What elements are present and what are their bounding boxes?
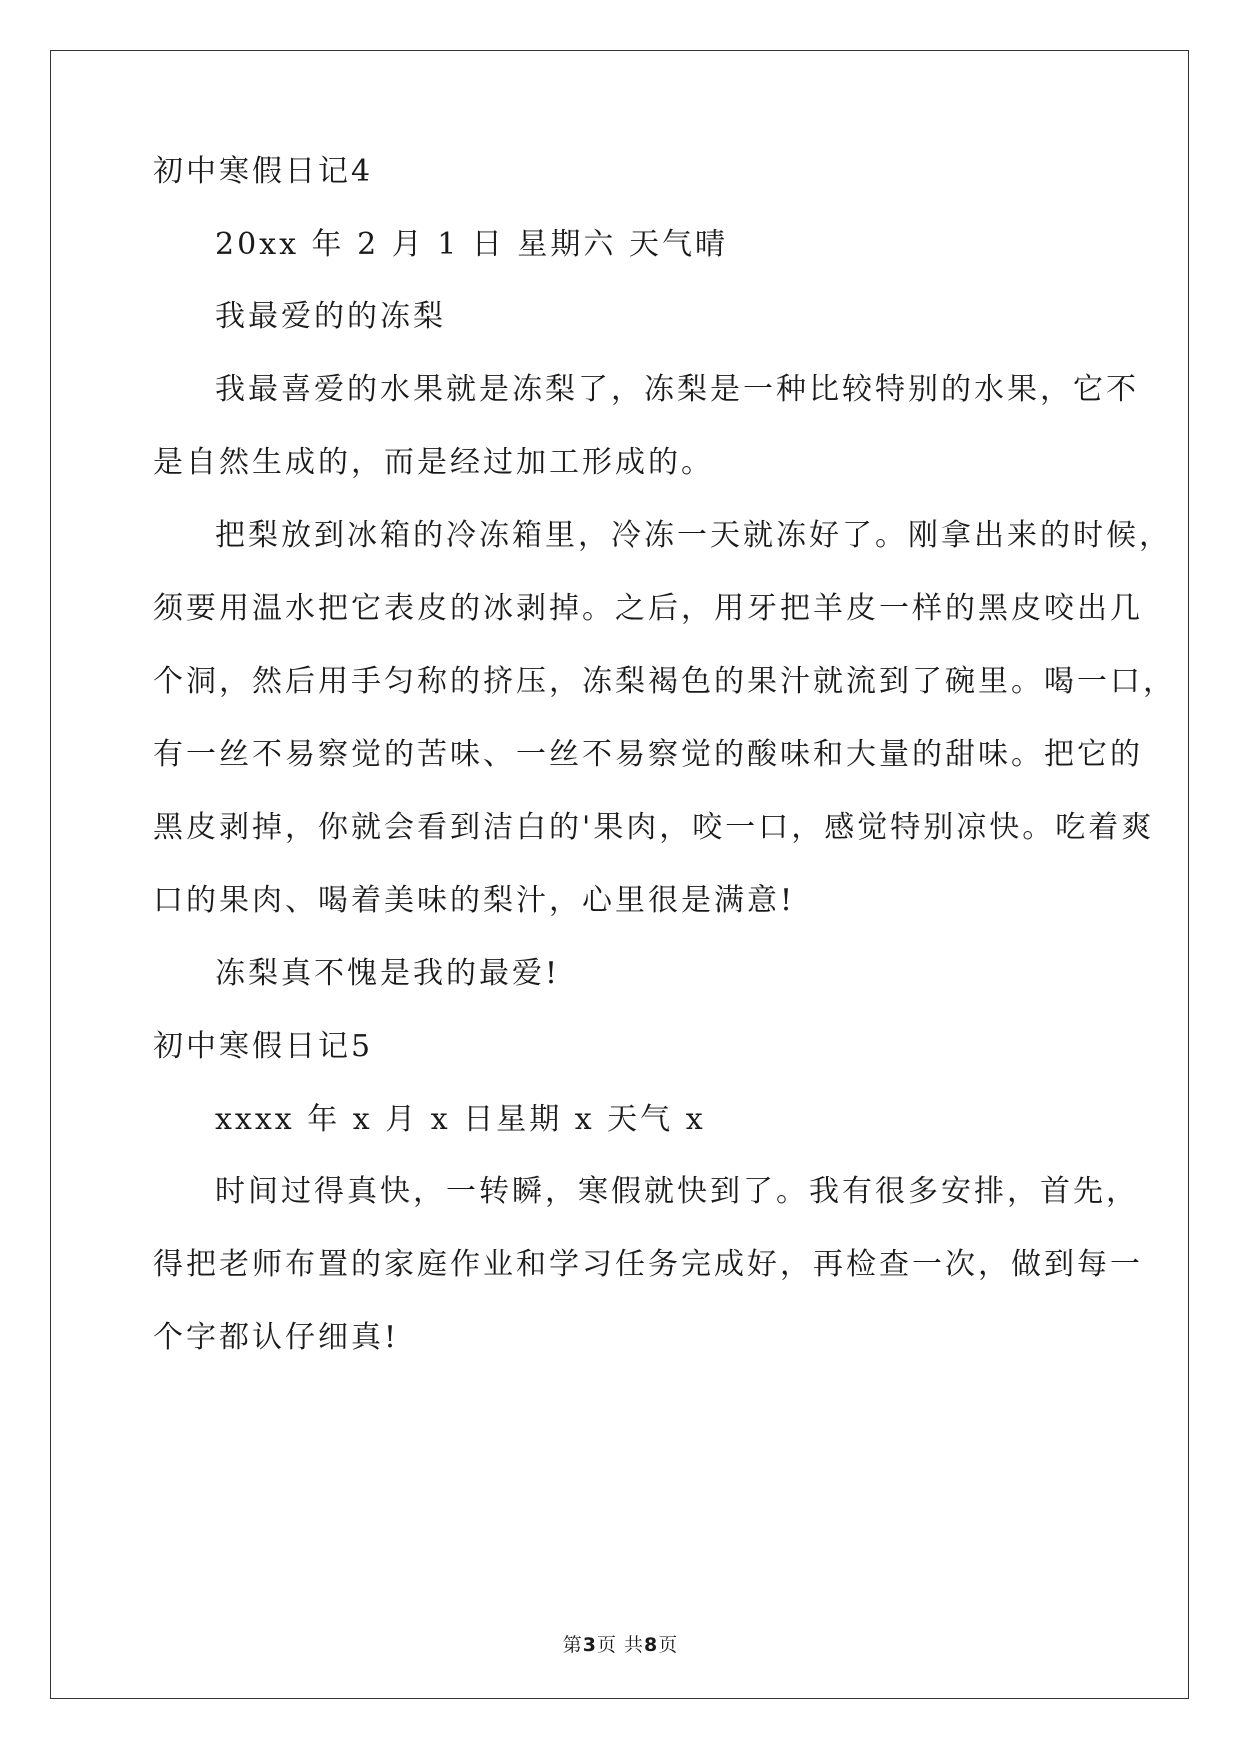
paragraph-line: 是自然生成的，而是经过加工形成的。	[153, 445, 714, 480]
footer-prefix: 第	[562, 1634, 583, 1656]
paragraph-line: 须要用温水把它表皮的冰剥掉。之后，用牙把羊皮一样的黑皮咬出几	[153, 591, 1143, 626]
diary-date: 20xx 年 2 月 1 日 星期六 天气晴	[215, 227, 728, 262]
paragraph-line: 我最喜爱的水果就是冻梨了，冻梨是一种比较特别的水果，它不	[215, 372, 1139, 407]
paragraph-line: 得把老师布置的家庭作业和学习任务完成好，再检查一次，做到每一	[153, 1247, 1143, 1282]
page-footer	[0, 1630, 1241, 1657]
paragraph-line: 黑皮剥掉，你就会看到洁白的'果肉，咬一口，感觉特别凉快。吃着爽	[153, 810, 1155, 845]
footer-suffix: 页	[658, 1634, 679, 1656]
paragraph-line: 时间过得真快，一转瞬，寒假就快到了。我有很多安排，首先，	[215, 1174, 1139, 1209]
paragraph-line: 有一丝不易察觉的苦味、一丝不易察觉的酸味和大量的甜味。把它的	[153, 737, 1143, 772]
current-page-number: 3	[582, 1634, 597, 1656]
diary-date: xxxx 年 x 月 x 日星期 x 天气 x	[215, 1102, 706, 1137]
diary-title: 我最爱的的冻梨	[215, 299, 446, 334]
diary-heading-5: 初中寒假日记5	[153, 1029, 374, 1064]
paragraph-line: 口的果肉、喝着美味的梨汁，心里很是满意!	[153, 883, 796, 918]
diary-heading-4: 初中寒假日记4	[153, 154, 374, 189]
paragraph-line: 个字都认仔细真!	[153, 1320, 400, 1355]
footer-mid: 页 共	[596, 1634, 645, 1656]
total-page-number: 8	[644, 1634, 659, 1656]
paragraph-line: 个洞，然后用手匀称的挤压，冻梨褐色的果汁就流到了碗里。喝一口，	[153, 664, 1176, 699]
paragraph-line: 冻梨真不愧是我的最爱!	[215, 956, 561, 991]
paragraph-line: 把梨放到冰箱的冷冻箱里，冷冻一天就冻好了。刚拿出来的时候，	[215, 518, 1172, 553]
